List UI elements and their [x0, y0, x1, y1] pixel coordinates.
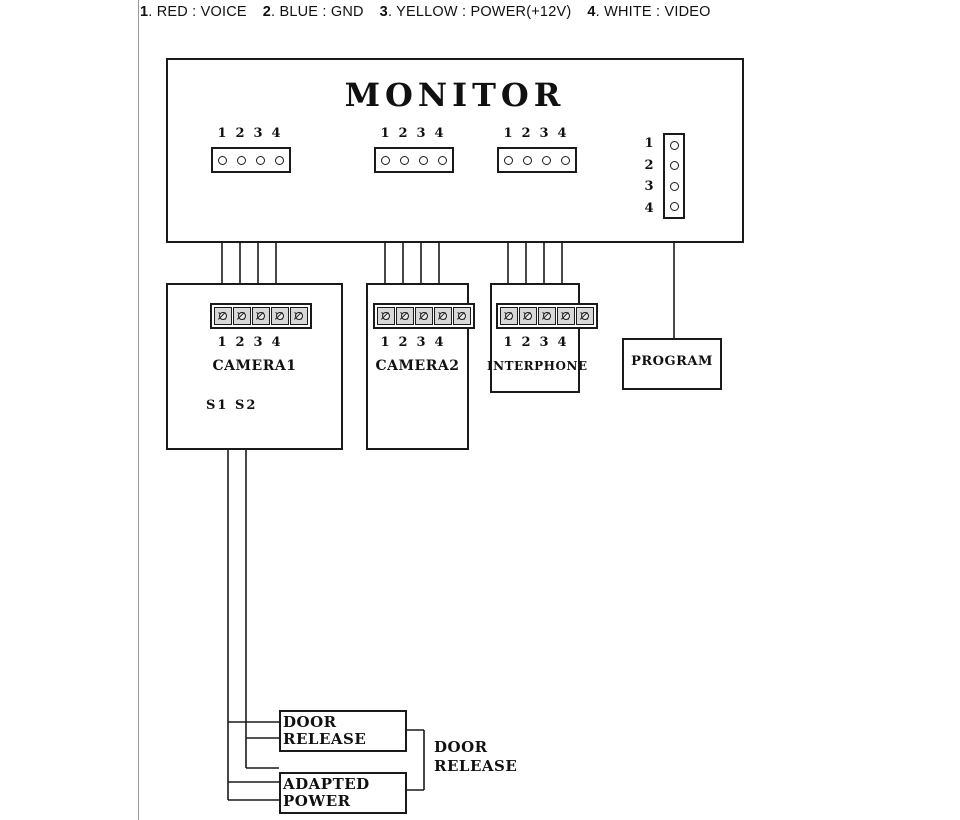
screw-terminal[interactable]	[576, 307, 594, 325]
pin-number: 1	[503, 335, 513, 350]
interphone-terminal-strip[interactable]	[496, 303, 598, 329]
legend-item-4-text: . WHITE : VIDEO	[595, 4, 711, 20]
adapted-power-label-line2: POWER	[283, 792, 351, 810]
camera1-pin-numbers	[213, 335, 285, 350]
terminal-hole[interactable]	[381, 156, 390, 165]
legend-item-1	[140, 4, 247, 20]
camera1-switch-labels: S1 S2	[206, 398, 258, 413]
camera2-pin-numbers	[376, 335, 448, 350]
legend-item-4-number: 4	[587, 4, 596, 20]
pin-number: 3	[416, 126, 426, 141]
terminal-hole[interactable]	[670, 141, 679, 150]
door-release-label-line1: DOOR	[283, 713, 337, 731]
door-release-group-label	[434, 738, 574, 776]
legend-item-1-text: . RED : VOICE	[148, 4, 247, 20]
terminal-hole[interactable]	[400, 156, 409, 165]
monitor-port-a-pin-numbers	[213, 126, 285, 141]
screw-head-icon	[505, 312, 513, 320]
legend-item-3-text: . YELLOW : POWER(+12V)	[387, 4, 572, 20]
legend-item-2-text: . BLUE : GND	[271, 4, 364, 20]
terminal-hole[interactable]	[504, 156, 513, 165]
terminal-hole[interactable]	[561, 156, 570, 165]
screw-head-icon	[439, 312, 447, 320]
terminal-hole[interactable]	[523, 156, 532, 165]
screw-terminal[interactable]	[557, 307, 575, 325]
screw-terminal[interactable]	[519, 307, 537, 325]
terminal-hole[interactable]	[670, 161, 679, 170]
program-port[interactable]	[663, 133, 685, 219]
screw-head-icon	[382, 312, 390, 320]
pin-number: 3	[253, 335, 263, 350]
legend-item-2-number: 2	[262, 4, 272, 20]
adapted-power-label	[283, 776, 403, 810]
pin-number: 4	[557, 335, 567, 350]
screw-terminal[interactable]	[290, 307, 308, 325]
screw-terminal[interactable]	[434, 307, 452, 325]
camera1-terminal-strip[interactable]	[210, 303, 312, 329]
pin-number: 3	[539, 126, 549, 141]
camera2-terminal-strip[interactable]	[373, 303, 475, 329]
pin-number: 1	[380, 335, 390, 350]
pin-number: 4	[271, 335, 281, 350]
screw-head-icon	[420, 312, 428, 320]
left-margin-rule	[138, 0, 139, 820]
pin-number: 1	[217, 335, 227, 350]
pin-number: 2	[235, 126, 245, 141]
screw-terminal[interactable]	[214, 307, 232, 325]
camera1-label: CAMERA1	[212, 358, 297, 374]
legend	[140, 4, 860, 26]
pin-number: 3	[539, 335, 549, 350]
pin-number: 2	[235, 335, 245, 350]
screw-terminal[interactable]	[415, 307, 433, 325]
screw-head-icon	[458, 312, 466, 320]
screw-terminal[interactable]	[396, 307, 414, 325]
adapted-power-label-line1: ADAPTED	[283, 775, 370, 793]
terminal-hole[interactable]	[237, 156, 246, 165]
screw-head-icon	[562, 312, 570, 320]
pin-number: 2	[521, 126, 531, 141]
interphone-pin-numbers	[499, 335, 571, 350]
screw-head-icon	[581, 312, 589, 320]
screw-terminal[interactable]	[538, 307, 556, 325]
screw-terminal[interactable]	[453, 307, 471, 325]
screw-head-icon	[543, 312, 551, 320]
legend-item-4	[587, 4, 710, 20]
pin-number: 2	[521, 335, 531, 350]
terminal-hole[interactable]	[275, 156, 284, 165]
legend-item-1-number: 1	[140, 4, 149, 20]
screw-head-icon	[257, 312, 265, 320]
screw-head-icon	[295, 312, 303, 320]
pin-number: 1	[217, 126, 227, 141]
screw-terminal[interactable]	[233, 307, 251, 325]
terminal-hole[interactable]	[256, 156, 265, 165]
screw-head-icon	[238, 312, 246, 320]
screw-terminal[interactable]	[500, 307, 518, 325]
pin-number: 2	[398, 126, 408, 141]
terminal-hole[interactable]	[218, 156, 227, 165]
program-label: PROGRAM	[631, 354, 713, 369]
door-release-group-line2: RELEASE	[434, 757, 518, 775]
monitor-port-c[interactable]	[497, 147, 577, 173]
interphone-label: INTERPHONE	[487, 359, 588, 373]
screw-terminal[interactable]	[252, 307, 270, 325]
pin-number: 2	[398, 335, 408, 350]
legend-item-3-number: 3	[379, 4, 388, 20]
door-release-label-line2: RELEASE	[283, 730, 367, 748]
pin-number: 4	[557, 126, 567, 141]
screw-terminal[interactable]	[271, 307, 289, 325]
camera2-label: CAMERA2	[375, 358, 460, 374]
pin-number: 3	[253, 126, 263, 141]
screw-head-icon	[276, 312, 284, 320]
monitor-port-b-pin-numbers	[376, 126, 448, 141]
pin-number: 1	[380, 126, 390, 141]
program-port-pin-numbers	[640, 133, 658, 219]
monitor-title: MONITOR	[344, 76, 566, 114]
pin-number: 3	[644, 179, 654, 195]
terminal-hole[interactable]	[670, 182, 679, 191]
door-release-label	[283, 714, 403, 748]
screw-head-icon	[401, 312, 409, 320]
pin-number: 2	[644, 157, 654, 173]
pin-number: 3	[416, 335, 426, 350]
screw-terminal[interactable]	[377, 307, 395, 325]
screw-head-icon	[219, 312, 227, 320]
screw-head-icon	[524, 312, 532, 320]
monitor-port-a[interactable]	[211, 147, 291, 173]
terminal-hole[interactable]	[419, 156, 428, 165]
legend-item-2	[263, 4, 364, 20]
pin-number: 4	[271, 126, 281, 141]
monitor-port-c-pin-numbers	[499, 126, 571, 141]
pin-number: 1	[644, 136, 654, 152]
terminal-hole[interactable]	[670, 202, 679, 211]
pin-number: 1	[503, 126, 513, 141]
legend-item-3	[380, 4, 572, 20]
pin-number: 4	[434, 126, 444, 141]
pin-number: 4	[434, 335, 444, 350]
monitor-port-b[interactable]	[374, 147, 454, 173]
terminal-hole[interactable]	[542, 156, 551, 165]
door-release-group-line1: DOOR	[434, 738, 488, 756]
pin-number: 4	[644, 200, 654, 216]
terminal-hole[interactable]	[438, 156, 447, 165]
